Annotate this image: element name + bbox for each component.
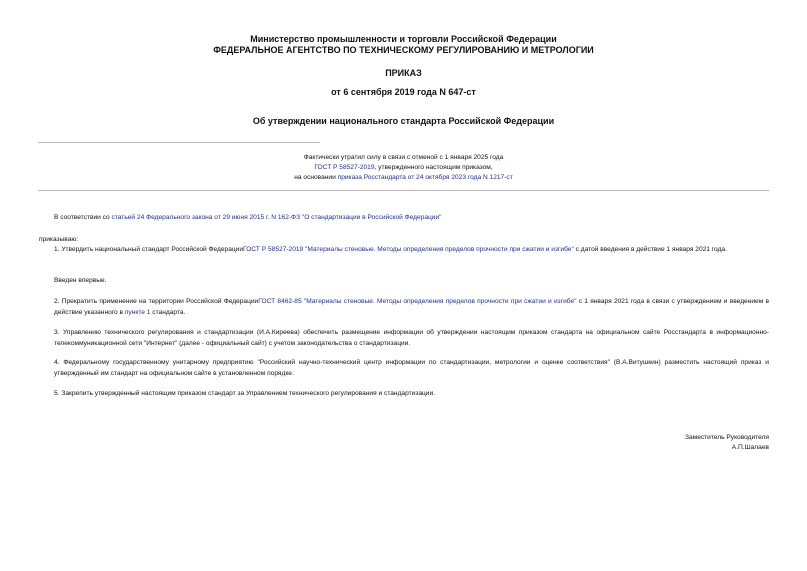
intro-paragraph: [39, 212, 769, 223]
gost-8462-link[interactable]: ГОСТ 8462-85 "Материалы стеновые. Методы определения пределов прочности при сжатии и изгибе": [258, 298, 577, 305]
paragraph-5: 5. Закрепить утвержденный настоящим приказом стандарт за Управлением технического регулирования и стандартизации.: [54, 390, 435, 397]
ministry-name: Министерство промышленности и торговли Российской Федерации: [250, 34, 557, 44]
paragraph-3: 3. Управлению технического регулирования и стандартизации (И.А.Киреева) обеспечить размещение информации об утверждении настоящим приказом стандарта на официальном сайте Росстандарта в информационно-телекоммуникационной сети "Интернет" (далее - официальный сайт) с учетом законодательства о стандартизации.: [54, 329, 769, 347]
gost-58527-link[interactable]: ГОСТ Р 58527-2019: [314, 164, 375, 171]
document-date-number: от 6 сентября 2019 года N 647-ст: [331, 87, 476, 97]
orders-line: приказываю:: [39, 236, 79, 243]
paragraph-1-text: 1. Утвердить национальный стандарт Российской Федерации: [54, 246, 244, 253]
introduced-first-note: Введен впервые.: [54, 277, 107, 284]
federal-law-link[interactable]: статьей 24 Федерального закона от 29 июня 2015 г. N 162-ФЗ "О стандартизации в Российской Федерации": [111, 214, 442, 221]
validity-notice-line-2: [0, 163, 807, 173]
paragraph-2-end: стандарта.: [150, 309, 186, 316]
paragraph-2-text: 2. Прекратить применение на территории Российской Федерации: [54, 298, 259, 305]
validity-notice-basis: на основании: [294, 174, 338, 181]
intro-text: В соответствии со: [54, 214, 112, 221]
divider-bottom: [38, 190, 769, 191]
paragraph-4: 4. Федеральному государственному унитарному предприятию "Российский научно-технический центр информации по стандартизации, метрологии и оценке соответствия" (В.А.Витушкин) разместить настоящий приказ и утвержденный им стандарт на официальном сайте в установленном порядке.: [54, 359, 769, 377]
gost-58527-standard-link[interactable]: ГОСТ Р 58527-2019 "Материалы стеновые. Методы определения пределов прочности при сжатии и изгибе": [243, 246, 574, 253]
agency-name: ФЕДЕРАЛЬНОЕ АГЕНТСТВО ПО ТЕХНИЧЕСКОМУ РЕГУЛИРОВАНИЮ И МЕТРОЛОГИИ: [213, 45, 594, 55]
signatory-position: Заместитель Руководителя: [685, 434, 769, 441]
paragraph-2-rest: с 1 января 2021 года в связи с утверждением и введением в действие указанного в: [54, 298, 769, 316]
validity-notice-line-3: [0, 173, 807, 183]
document-type: ПРИКАЗ: [385, 68, 422, 78]
divider-top: [38, 142, 320, 143]
rosstandart-order-link[interactable]: приказа Росстандарта от 24 октября 2023 года N 1217-ст: [337, 174, 513, 181]
paragraph-1: [39, 244, 769, 255]
signatory-name: А.П.Шалаев: [731, 444, 769, 451]
paragraph-1-rest: с датой введения в действие 1 января 2021 года.: [573, 246, 727, 253]
point-1-link[interactable]: пункте 1: [124, 309, 151, 316]
validity-notice-text: , утвержденного настоящим приказом,: [374, 164, 493, 171]
validity-notice-line-1: Фактически утратил силу в связи с отменой с 1 января 2025 года: [303, 154, 504, 161]
document-title: Об утверждении национального стандарта Российской Федерации: [252, 116, 555, 126]
paragraph-2: [39, 296, 769, 318]
